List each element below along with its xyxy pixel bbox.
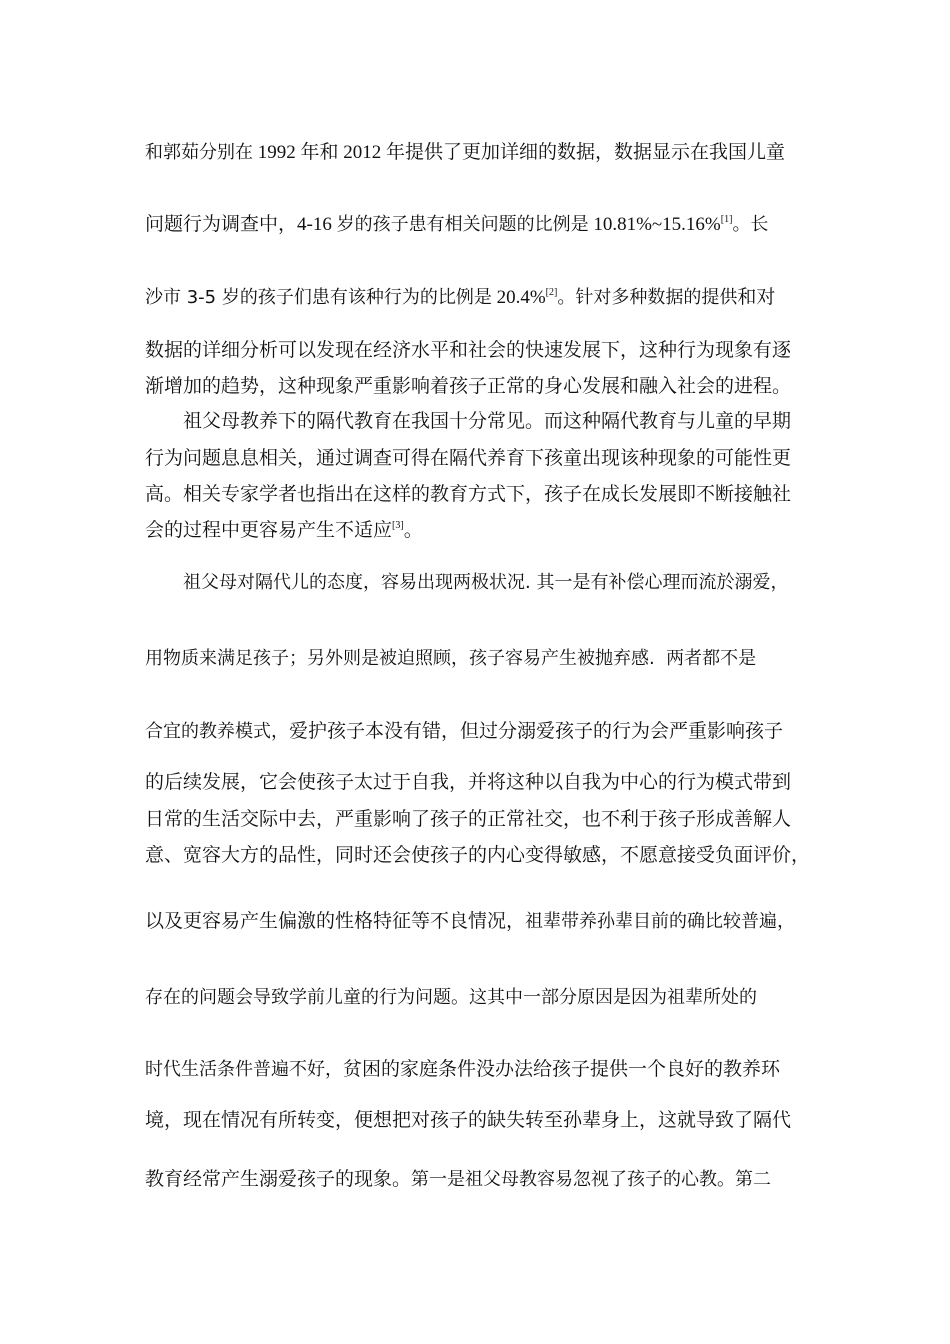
text-segment: 境，现在情况有所转变，便想把对孩子的缺失转至孙辈身上，这就导致了隔代 [145, 1110, 792, 1131]
text-segment: 的后续发展，它会使孩子太过于自我，并将这种以自我为中心的行为模式带到 [145, 772, 792, 793]
text-segment: 祖父母对隔代儿的态度，容易出现两极状况. 其一是有补偿心理而流於溺爱， [183, 572, 789, 593]
text-segment: 。 [403, 520, 423, 541]
text-segment: 沙市 3-5 岁的孩子们患有该种行为的比例是 [145, 287, 492, 308]
text-segment: 岁的孩子患有相关问题的比例是 [336, 214, 589, 235]
text-line-6 [183, 405, 809, 439]
text-segment: 时代生活条件普遍不好， [145, 1059, 343, 1080]
text-segment: 渐增加的趋势，这种现象严重影响着孩子正常的身心发展和融入社会的进程。 [145, 376, 792, 397]
citation-2: [2] [545, 287, 558, 298]
text-segment: 第一是祖父母教容易忽视了孩子的心教。第二 [411, 1169, 772, 1190]
text-segment: 1992 年和 2012 年提供了更加详细的数据，数据显示在我国儿童 [253, 142, 786, 163]
text-line-9 [145, 514, 809, 548]
text-line-14 [145, 803, 809, 837]
text-line-18 [145, 1053, 809, 1087]
text-line-19 [145, 1104, 809, 1138]
text-segment: 日常的生活交际中去，严重影响了孩子的正常社交，也不利于孩子形成善解人 [145, 809, 792, 830]
text-segment: 存在的问题会导致学前儿童的行为问题。这其中一部分原因是因为祖辈所处的 [145, 987, 757, 1008]
citation-1: [1] [720, 214, 733, 225]
text-segment: 爱护孩子本没有错，但过分溺爱孩子的行为会严重影响孩子 [289, 721, 784, 742]
text-segment: 。长 [732, 214, 769, 235]
text-line-16 [145, 905, 809, 939]
text-segment: 会的过程中更容易产生不适应 [145, 520, 393, 541]
text-segment: 。针对多种数据的提供 [557, 287, 738, 308]
citation-3: [3] [392, 520, 404, 531]
text-line-8 [145, 478, 809, 512]
text-segment: 10.81%~15.16% [588, 214, 721, 235]
text-line-10 [183, 566, 809, 600]
text-line-5 [145, 370, 809, 404]
text-segment: 以及更容易产生偏激的性格特征等不良情况， [145, 911, 526, 932]
text-segment: 教育经常产生溺爱孩子的现象。 [145, 1169, 412, 1190]
text-line-2 [145, 208, 809, 242]
text-line-1 [145, 136, 809, 170]
text-segment: 和对 [737, 287, 776, 308]
text-segment: 数据的详细分析可以发现在经济水平和社会的快速发展下，这种行为现象有逐 [145, 340, 792, 361]
text-line-7 [145, 442, 809, 476]
text-line-12 [145, 715, 809, 749]
text-line-3 [145, 281, 809, 315]
text-segment: 意、宽容大方的品性，同时还会使孩子的内心变得敏感，不愿意接受负面评价， [145, 845, 811, 866]
text-line-11 [145, 642, 809, 676]
text-segment: 行为问题息息相关，通过调查可得在隔代养育下孩童出现该种现象的可能性更 [145, 448, 792, 469]
text-segment: 贫困的家庭条件没办法给孩子提供一个良好的教养环 [343, 1059, 781, 1080]
text-line-17 [145, 981, 809, 1015]
text-line-13 [145, 766, 809, 800]
text-segment: 20.4% [491, 287, 546, 308]
text-segment: 祖辈带养孙辈目前的确比较普遍， [525, 911, 796, 932]
text-segment: 和郭茹分别在 [145, 142, 253, 163]
text-line-20 [145, 1163, 809, 1197]
text-segment: 用物质来满足孩子；另外则是被迫照顾，孩子容易产生被抛弃感. 两者都不是 [145, 648, 757, 669]
text-line-4 [145, 334, 809, 368]
text-segment: 高。相关专家学者也指出在这样的教育方式下，孩子在成长发展即不断接触社 [145, 484, 792, 505]
text-line-15 [145, 839, 809, 873]
text-segment: 祖父母教养下的隔代教育在我国十分常见。而这种隔代教育与儿童的早期 [183, 411, 792, 432]
text-segment: 合宜的教养模式， [145, 721, 289, 742]
text-segment: 问题行为调查中，4-16 [145, 214, 337, 235]
